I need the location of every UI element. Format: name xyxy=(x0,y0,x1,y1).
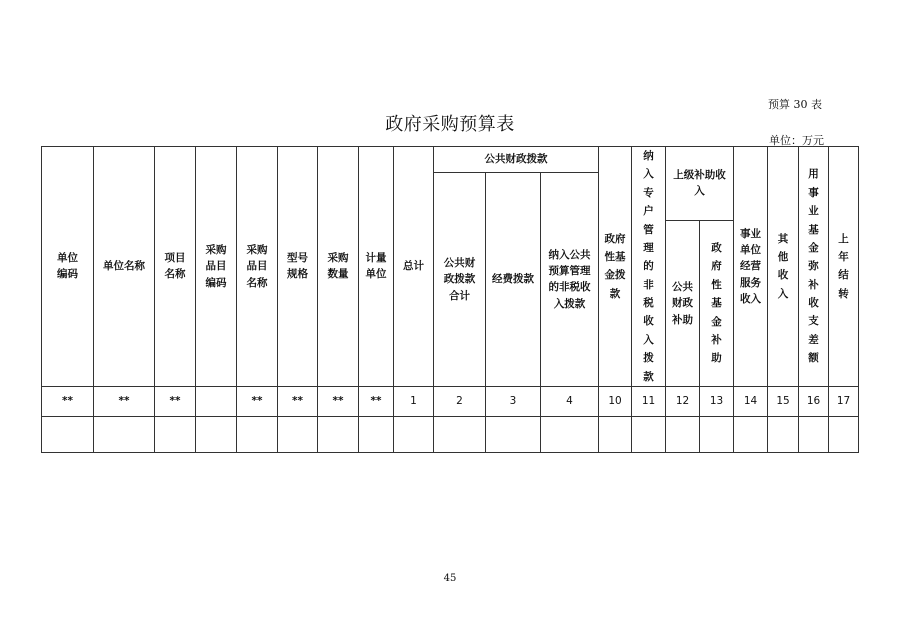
header-total: 总计 xyxy=(394,147,434,387)
data-cell xyxy=(318,416,359,452)
data-cell xyxy=(486,416,541,452)
data-cell xyxy=(155,416,196,452)
data-cell xyxy=(734,416,768,452)
header-measure-unit: 计量 单位 xyxy=(359,147,394,387)
code-cell: ** xyxy=(359,386,394,416)
header-model-spec: 型号 规格 xyxy=(278,147,318,387)
header-public-finance-group: 公共财政拨款 xyxy=(434,147,599,173)
header-fund-balance: 用事业基金弥补收支差额 xyxy=(808,168,819,365)
header-public-finance-subsidy: 公共 财政 补助 xyxy=(666,220,700,386)
data-cell xyxy=(434,416,486,452)
code-cell: ** xyxy=(278,386,318,416)
code-cell: 3 xyxy=(486,386,541,416)
data-cell xyxy=(768,416,799,452)
header-unit-code: 单位 编码 xyxy=(42,147,94,387)
data-cell xyxy=(700,416,734,452)
data-cell xyxy=(666,416,700,452)
header-prior-year-carryover: 上年结转 xyxy=(838,232,849,300)
code-cell: 4 xyxy=(541,386,599,416)
page-number: 45 xyxy=(443,573,457,584)
data-cell xyxy=(541,416,599,452)
code-cell: ** xyxy=(155,386,196,416)
header-nontax-special: 纳入专户管理的非税收入拨款 xyxy=(643,150,654,383)
code-cell: 12 xyxy=(666,386,700,416)
header-item-code: 采购 品目 编码 xyxy=(196,147,237,387)
table-number: 预算 30 表 xyxy=(768,98,822,111)
header-gov-fund: 政府性基金拨款 xyxy=(604,232,626,300)
data-cell xyxy=(359,416,394,452)
code-cell: 15 xyxy=(768,386,799,416)
code-cell: 11 xyxy=(632,386,666,416)
data-cell xyxy=(394,416,434,452)
code-cell: 14 xyxy=(734,386,768,416)
unit-label: 单位：万元 xyxy=(769,134,824,147)
header-project-name: 项目 名称 xyxy=(155,147,196,387)
header-public-finance-subtotal: 公共财 政拨款 合计 xyxy=(434,173,486,387)
data-cell xyxy=(632,416,666,452)
header-service-income: 事业 单位 经营 服务 收入 xyxy=(734,147,768,387)
code-cell: ** xyxy=(42,386,94,416)
header-quantity: 采购 数量 xyxy=(318,147,359,387)
header-nontax-in-budget: 纳入公共 预算管理 的非税收 入拨款 xyxy=(541,173,599,387)
code-cell: ** xyxy=(318,386,359,416)
code-cell: 16 xyxy=(799,386,829,416)
data-cell xyxy=(278,416,318,452)
code-row xyxy=(42,386,859,416)
header-item-name: 采购 品目 名称 xyxy=(237,147,278,387)
data-cell xyxy=(599,416,632,452)
header-unit-name: 单位名称 xyxy=(94,147,155,387)
data-cell xyxy=(829,416,859,452)
header-gov-fund-subsidy: 政府性基金补助 xyxy=(711,242,722,365)
header-superior-subsidy-group: 上级补助收 入 xyxy=(666,147,734,221)
data-cell xyxy=(42,416,94,452)
page-title: 政府采购预算表 xyxy=(385,114,515,135)
code-cell: 2 xyxy=(434,386,486,416)
code-cell: ** xyxy=(237,386,278,416)
code-cell: 13 xyxy=(700,386,734,416)
code-cell: 1 xyxy=(394,386,434,416)
code-cell: 10 xyxy=(599,386,632,416)
code-cell xyxy=(196,386,237,416)
data-cell xyxy=(799,416,829,452)
code-cell: 17 xyxy=(829,386,859,416)
header-operating-funds: 经费拨款 xyxy=(486,173,541,387)
procurement-budget-table xyxy=(41,146,859,453)
code-cell: ** xyxy=(94,386,155,416)
data-cell xyxy=(196,416,237,452)
empty-data-row xyxy=(42,416,859,452)
header-other-income: 其他收入 xyxy=(777,232,789,300)
data-cell xyxy=(237,416,278,452)
data-cell xyxy=(94,416,155,452)
